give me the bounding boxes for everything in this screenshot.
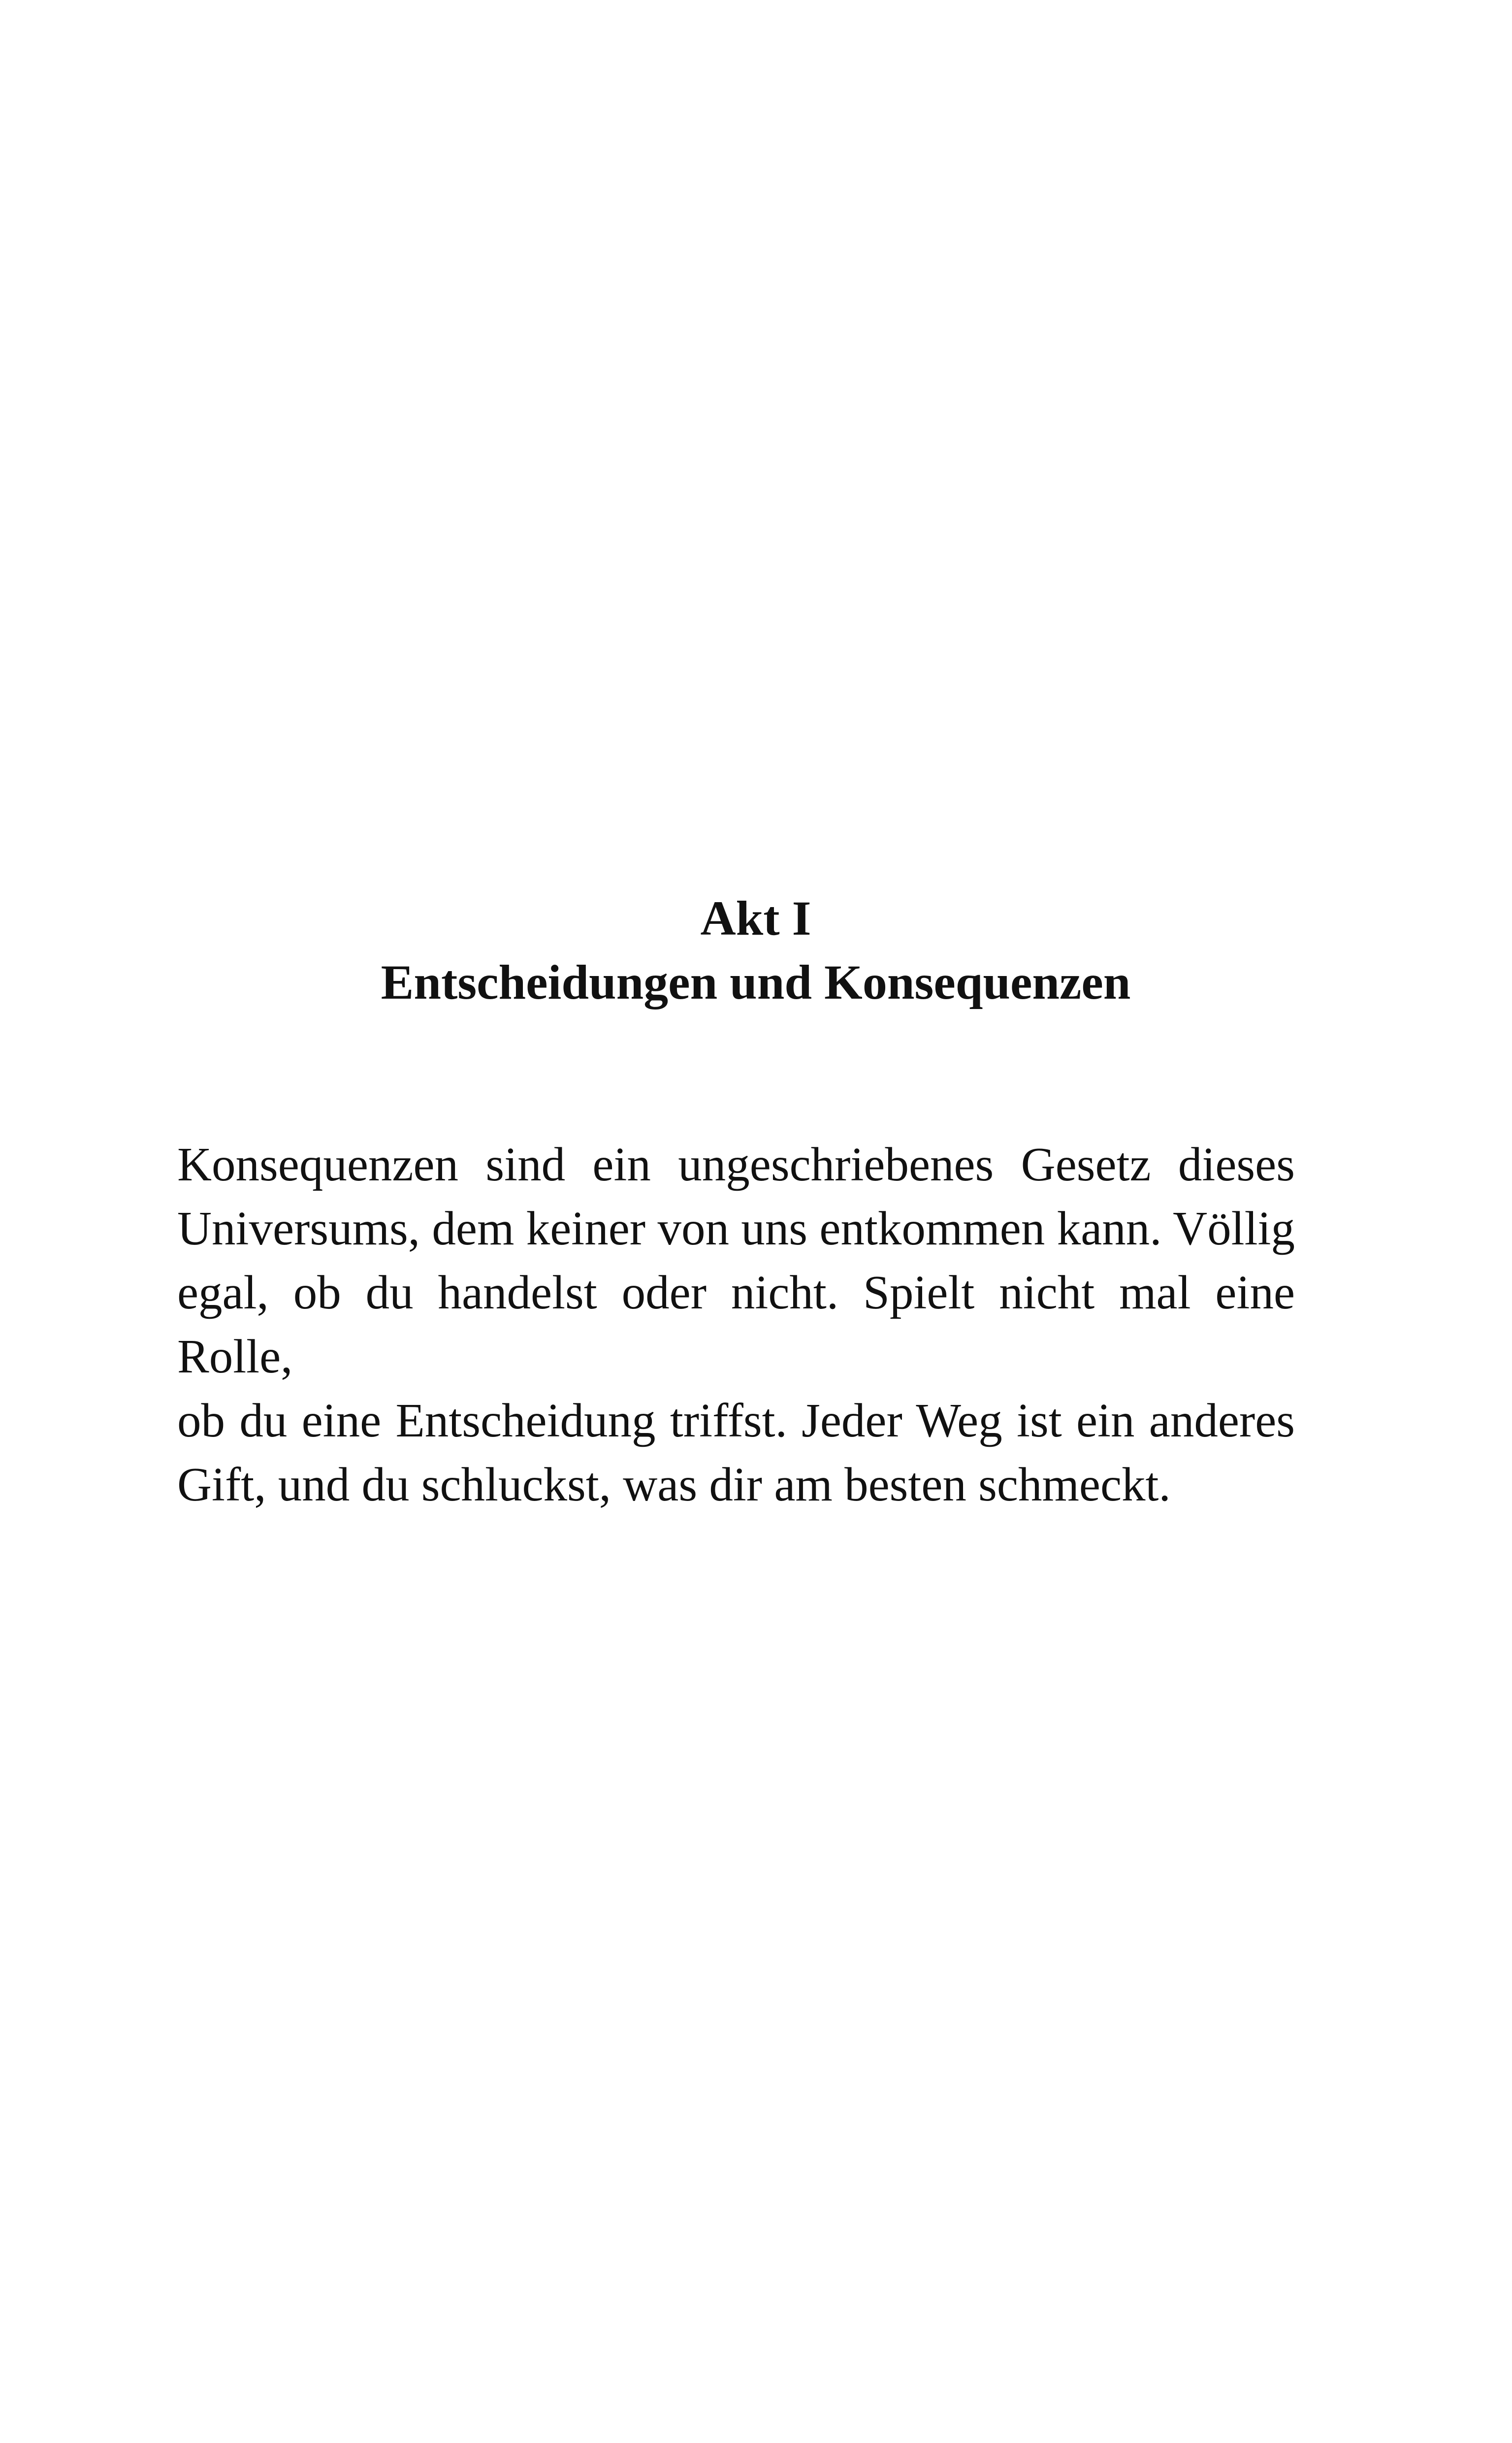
chapter-heading [177, 886, 1334, 1014]
epigraph-line: Konsequenzen sind ein ungeschriebenes Gesetz dieses [177, 1138, 1295, 1191]
epigraph-line: Universums, dem keiner von uns entkommen kann. Völlig [177, 1202, 1295, 1255]
epigraph-line: egal, ob du handelst oder nicht. Spielt nicht mal eine Rolle, [177, 1266, 1295, 1383]
epigraph-line: ob du eine Entscheidung triffst. Jeder Weg ist ein anderes [177, 1394, 1295, 1447]
act-title: Entscheidungen und Konsequenzen [381, 955, 1131, 1010]
epigraph-line: Gift, und du schluckst, was dir am besten schmeckt. [177, 1458, 1171, 1511]
epigraph-paragraph [177, 1133, 1295, 1517]
act-label: Akt I [700, 891, 811, 945]
